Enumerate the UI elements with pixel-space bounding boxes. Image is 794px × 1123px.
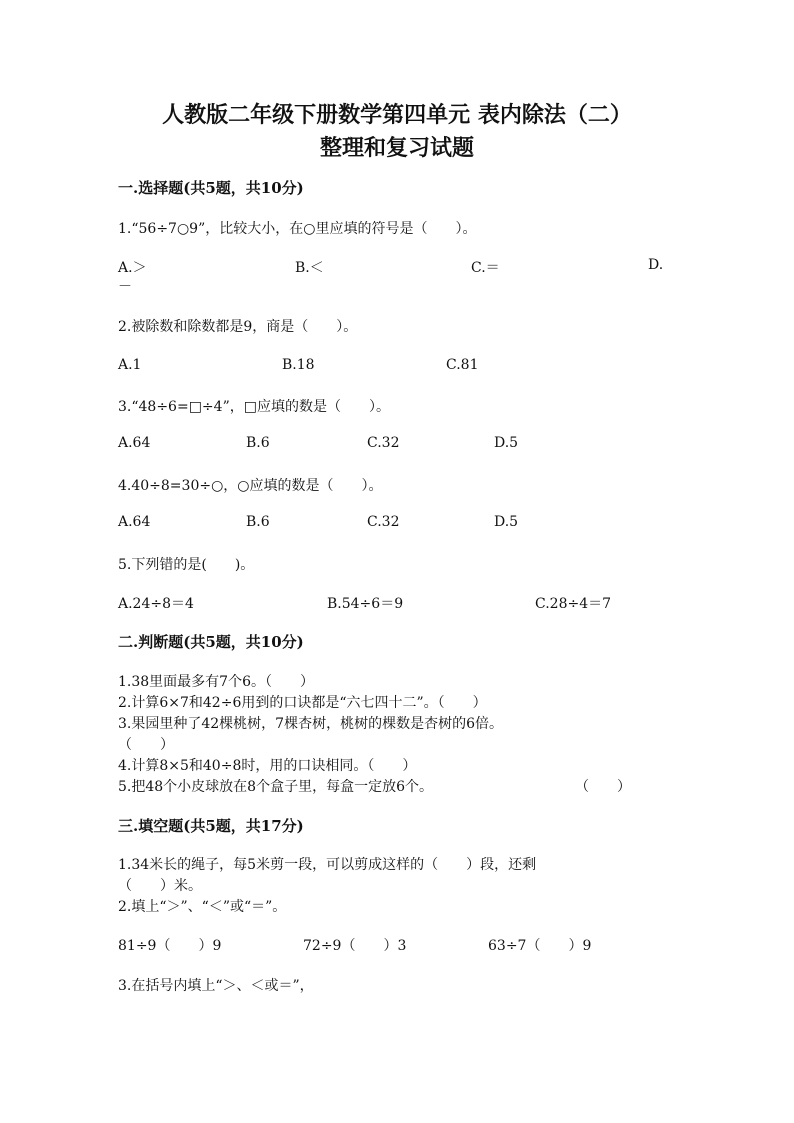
fill-question-2: 2.填上“＞”、“＜”或“＝”。 [118, 899, 287, 915]
option-a: A.64 [118, 435, 151, 451]
fill-question-1-cont: （ ）米。 [118, 878, 202, 894]
option-b: B.18 [282, 357, 315, 373]
option-c: C.81 [446, 357, 479, 373]
option-a: A.64 [118, 514, 151, 530]
tf-item-1: 1.38里面最多有7个6。（ ） [118, 674, 314, 690]
title-line-1: 人教版二年级下册数学第四单元 表内除法（二） [162, 102, 632, 128]
option-c: C.＝ [471, 260, 500, 276]
tf-item-5: 5.把48个小皮球放在8个盒子里，每盒一定放6个。 [118, 779, 433, 795]
option-a: A.1 [118, 357, 142, 373]
fill-question-1: 1.34米长的绳子，每5米剪一段，可以剪成这样的（ ）段，还剩 [118, 857, 537, 873]
option-b: B.6 [246, 514, 270, 530]
question-2: 2.被除数和除数都是9，商是（ ）。 [118, 319, 358, 335]
option-c: C.32 [367, 514, 400, 530]
tf-item-3-paren: （ ） [118, 737, 174, 753]
tf-item-2: 2.计算6×7和42÷6用到的口诀都是“六七四十二”。（ ） [118, 695, 487, 711]
option-d: D.5 [494, 435, 519, 451]
tf-item-4: 4.计算8×5和40÷8时，用的口诀相同。（ ） [118, 758, 417, 774]
option-a: A.24÷8＝4 [118, 596, 194, 612]
option-c: C.32 [367, 435, 400, 451]
option-b: B.＜ [295, 260, 324, 276]
question-4: 4.40÷8=30÷○，○应填的数是（ ）。 [118, 478, 383, 494]
section-header: 三.填空题(共5题，共17分) [118, 817, 304, 835]
option-b: B.54÷6＝9 [327, 596, 404, 612]
fill-question-3: 3.在括号内填上“＞、＜或＝”， [118, 978, 314, 994]
compare-item-3: 63÷7（ ）9 [488, 938, 592, 954]
section-header: 一.选择题(共5题，共10分) [118, 179, 304, 197]
option-d: D. [648, 257, 664, 273]
tf-item-5-paren: （ ） [575, 779, 631, 795]
option-a: A.＞ [118, 260, 147, 276]
tf-item-3: 3.果园里种了42棵桃树，7棵杏树，桃树的棵数是杏树的6倍。 [118, 716, 503, 732]
section-header: 二.判断题(共5题，共10分) [118, 633, 304, 651]
compare-item-2: 72÷9（ ）3 [303, 938, 407, 954]
option-d: D.5 [494, 514, 519, 530]
question-3: 3.“48÷6=□÷4”，□应填的数是（ ）。 [118, 399, 390, 415]
title-line-2: 整理和复习试题 [319, 135, 474, 161]
option-d-value: － [118, 279, 132, 295]
option-b: B.6 [246, 435, 270, 451]
compare-item-1: 81÷9（ ）9 [118, 938, 222, 954]
option-c: C.28÷4＝7 [535, 596, 612, 612]
question-5: 5.下列错的是( )。 [118, 557, 255, 573]
question-1: 1.“56÷7○9”，比较大小，在○里应填的符号是（ ）。 [118, 221, 477, 237]
